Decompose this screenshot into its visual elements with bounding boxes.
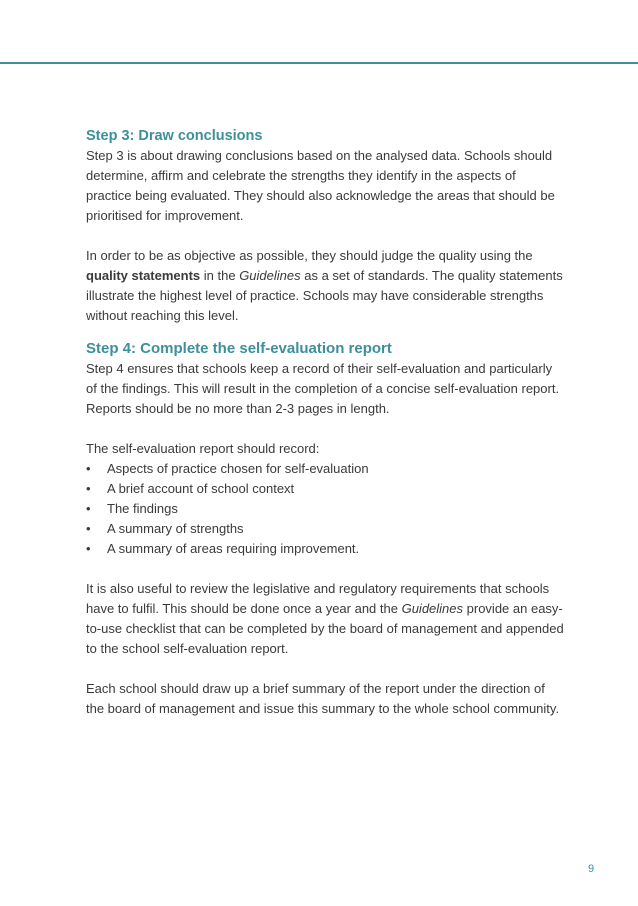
bullet-icon: • [86, 541, 91, 556]
step4-paragraph-1: Step 4 ensures that schools keep a record of their self-evaluation and particularly of the findings. This will result in the completion of a concise self-evaluation report. Reports should be no more than 2-3 pages in length. [86, 361, 560, 416]
page-number: 9 [588, 863, 595, 875]
step3-paragraph-2-text-b: in the [200, 268, 240, 283]
step3-paragraph-1: Step 3 is about drawing conclusions based on the analysed data. Schools should determine, affirm and celebrate the strengths they identify in the aspects of practice being evaluated. They should also acknowledge the areas that should be prioritised for improvement. [86, 148, 555, 223]
step4-paragraph-4: Each school should draw up a brief summary of the report under the direction of the board of management and issue this summary to the whole school community. [86, 681, 560, 716]
bullet-icon: • [86, 481, 91, 496]
list-item-text: The findings [107, 501, 178, 516]
bullet-icon: • [86, 501, 91, 516]
step4-heading: Step 4: Complete the self-evaluation report [86, 340, 392, 357]
guidelines-title: Guidelines [239, 268, 301, 283]
report-contents-list [86, 459, 564, 559]
page-content [86, 126, 564, 719]
list-item [86, 519, 564, 539]
list-item-text: A summary of areas requiring improvement. [107, 541, 360, 556]
quality-statements-term: quality statements [86, 268, 201, 283]
list-item-text: A brief account of school context [107, 481, 295, 496]
step3-paragraph-2-text-c: as a set of standards. The quality statements illustrate the highest level of practice. Schools may have considerable strengths without reaching this level. [86, 268, 563, 323]
list-item [86, 499, 564, 519]
list-item [86, 479, 564, 499]
header-rule [0, 62, 638, 64]
bullet-icon: • [86, 461, 91, 476]
step4-paragraph-3 [86, 579, 564, 659]
step3-paragraph-2 [86, 246, 564, 326]
step4-list-intro: The self-evaluation report should record: [86, 441, 320, 456]
list-item-text: Aspects of practice chosen for self-evaluation [107, 461, 369, 476]
step4-paragraph-3-text-b: provide an easy-to-use checklist that can be completed by the board of management and appended to the school self-evaluation report. [86, 601, 564, 656]
bullet-icon: • [86, 521, 91, 536]
step4-paragraph-3-text-a: It is also useful to review the legislative and regulatory requirements that schools have to fulfil. This should be done once a year and the [86, 581, 550, 616]
step3-heading: Step 3: Draw conclusions [86, 128, 263, 144]
guidelines-title: Guidelines [401, 601, 464, 616]
list-item [86, 539, 564, 559]
list-item [86, 459, 564, 479]
list-item-text: A summary of strengths [107, 521, 244, 536]
step3-paragraph-2-text-a: In order to be as objective as possible, they should judge the quality using the [86, 248, 533, 263]
